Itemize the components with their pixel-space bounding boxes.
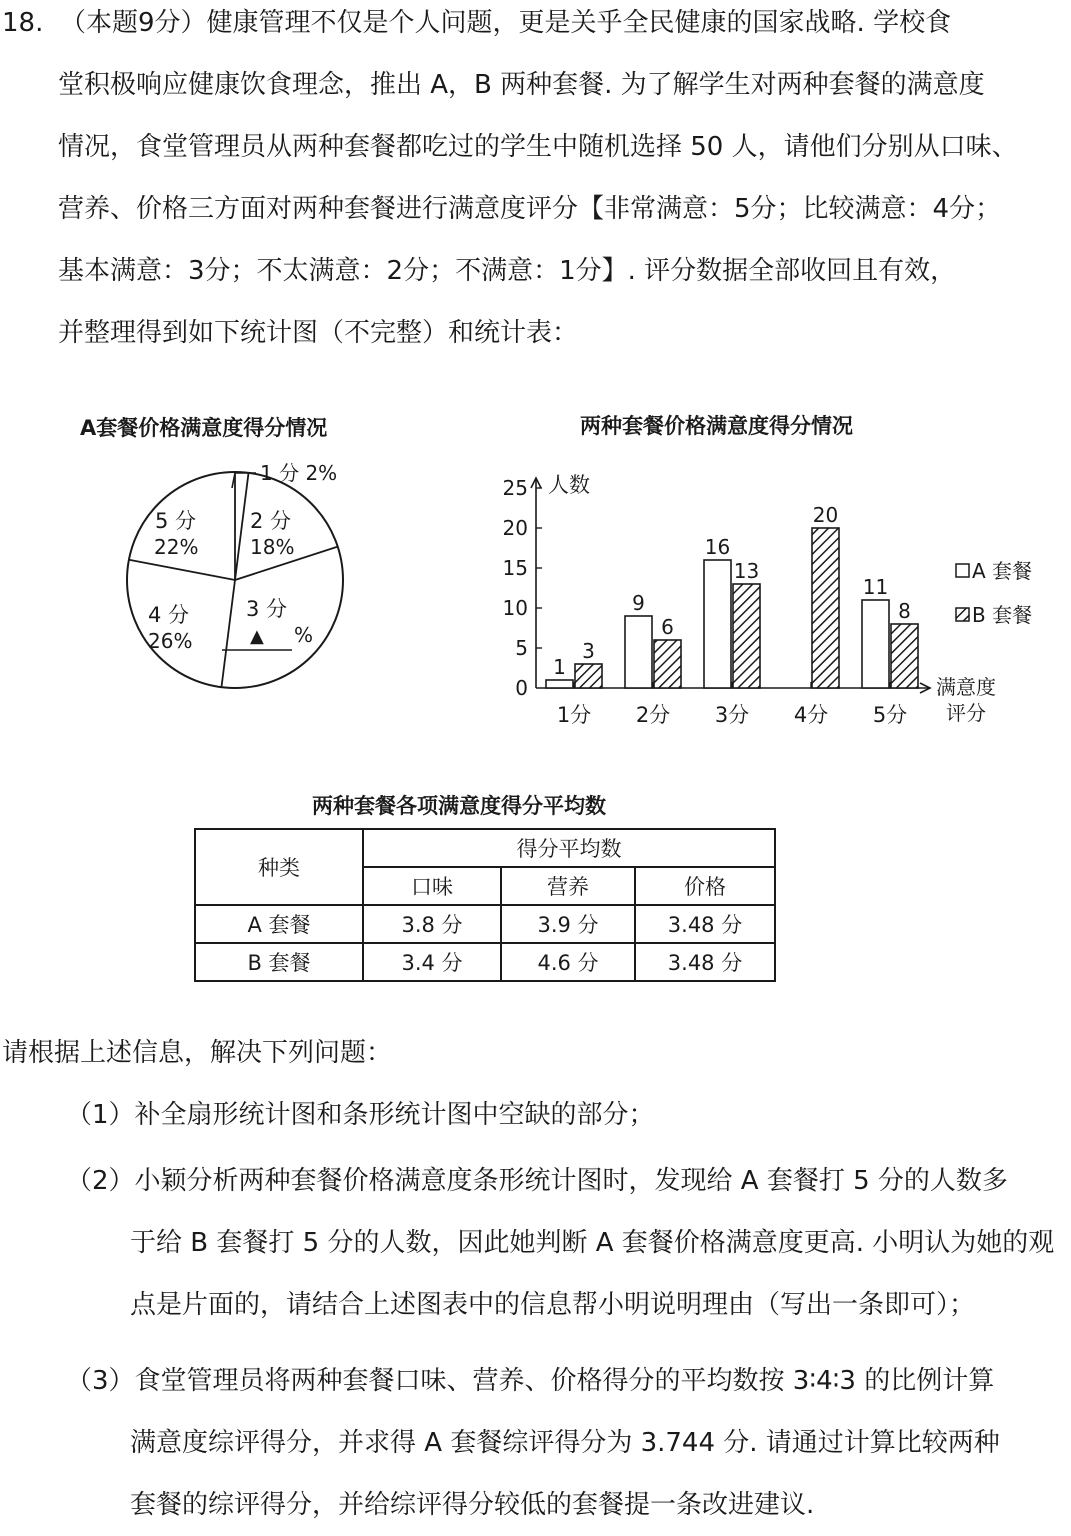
x-tick-label: 4分 — [793, 703, 829, 727]
question-1: （1）补全扇形统计图和条形统计图中空缺的部分； — [66, 1100, 655, 1130]
header-group: 得分平均数 — [363, 829, 775, 867]
y-tick-label: 5 — [515, 636, 528, 660]
question-3-line: 满意度综评得分，并求得 A 套餐综评得分为 3.744 分. 请通过计算比较两种 — [130, 1428, 1000, 1458]
pie-label-1: 1 分 2% — [260, 461, 338, 485]
bar-b-3分 — [733, 584, 760, 688]
bar-value-label: 1 — [553, 655, 566, 679]
table-header-row — [195, 829, 775, 867]
bar-b-2分 — [654, 640, 681, 688]
bar-value-label: 6 — [661, 615, 674, 639]
question-2-line: 于给 B 套餐打 5 分的人数，因此她判断 A 套餐价格满意度更高. 小明认为她的观 — [130, 1228, 1055, 1258]
legend-swatch-a — [956, 564, 969, 577]
bar-a-1分 — [546, 680, 573, 688]
pie-label-5b: 22% — [154, 535, 199, 559]
table-title: 两种套餐各项满意度得分平均数 — [312, 794, 606, 818]
problem-number: 18. — [2, 8, 44, 38]
y-tick-label: 15 — [502, 556, 528, 580]
bar-value-label: 13 — [733, 559, 760, 583]
x-tick-label: 2分 — [635, 703, 671, 727]
legend-label-a: A 套餐 — [972, 559, 1033, 583]
x-axis-label-line2: 评分 — [946, 701, 986, 725]
pie-label-3a: 3 分 — [246, 597, 288, 621]
legend-swatch-b — [956, 608, 969, 621]
table-cell: 4.6 分 — [501, 943, 635, 981]
y-axis-label: 人数 — [548, 473, 590, 497]
legend — [956, 559, 1032, 627]
bar-value-label: 20 — [812, 503, 839, 527]
bar-b-1分 — [575, 664, 602, 688]
problem-line: 并整理得到如下统计图（不完整）和统计表： — [58, 318, 579, 348]
question-2-line: 点是片面的，请结合上述图表中的信息帮小明说明理由（写出一条即可）； — [130, 1290, 976, 1320]
header-taste: 口味 — [363, 867, 501, 905]
score-table — [194, 828, 776, 982]
bar-a-2分 — [625, 616, 652, 688]
x-axis-label-line1: 满意度 — [936, 675, 996, 699]
header-nutrition: 营养 — [501, 867, 635, 905]
legend-label-b: B 套餐 — [972, 603, 1033, 627]
problem-line: （本题9分）健康管理不仅是个人问题，更是关乎全民健康的国家战略. 学校食 — [60, 8, 952, 38]
pie-label-2b: 18% — [250, 535, 295, 559]
y-tick-label: 0 — [515, 676, 528, 700]
y-tick-label: 25 — [502, 476, 528, 500]
pie-label-3-pct: % — [294, 623, 314, 647]
question-3 — [66, 1350, 1000, 1536]
pie-label-2a: 2 分 — [250, 509, 292, 533]
bar-chart — [480, 440, 1040, 740]
bar-value-label: 9 — [632, 591, 645, 615]
bar-marks — [546, 503, 918, 688]
row-label: A 套餐 — [195, 905, 363, 943]
table-cell: 3.48 分 — [635, 905, 775, 943]
bar-a-3分 — [704, 560, 731, 688]
table-row — [195, 905, 775, 943]
problem-line: 堂积极响应健康饮食理念，推出 A，B 两种套餐. 为了解学生对两种套餐的满意度 — [58, 70, 985, 100]
table-cell: 3.48 分 — [635, 943, 775, 981]
problem-line: 基本满意：3分；不太满意：2分；不满意：1分】. 评分数据全部收回且有效， — [58, 256, 957, 286]
x-tick-label: 5分 — [872, 703, 908, 727]
question-3-line: 套餐的综评得分，并给综评得分较低的套餐提一条改进建议. — [130, 1490, 815, 1520]
bar-value-label: 11 — [862, 575, 889, 599]
bar-chart-title: 两种套餐价格满意度得分情况 — [580, 414, 853, 438]
header-category: 种类 — [195, 829, 363, 905]
bar-a-5分 — [862, 600, 889, 688]
row-label: B 套餐 — [195, 943, 363, 981]
header-price: 价格 — [635, 867, 775, 905]
table-row — [195, 943, 775, 981]
question-2 — [66, 1150, 1054, 1336]
pie-label-5a: 5 分 — [155, 509, 197, 533]
bar-b-5分 — [891, 624, 918, 688]
problem-line: 情况，食堂管理员从两种套餐都吃过的学生中随机选择 50 人，请他们分别从口味、 — [58, 132, 1018, 162]
y-tick-label: 10 — [502, 596, 528, 620]
x-tick-label: 3分 — [714, 703, 750, 727]
questions-intro: 请根据上述信息，解决下列问题： — [2, 1038, 393, 1068]
pie-chart-title: A套餐价格满意度得分情况 — [80, 416, 328, 440]
problem-line: 营养、价格三方面对两种套餐进行满意度评分【非常满意：5分；比较满意：4分； — [58, 194, 1002, 224]
question-3-line: （3）食堂管理员将两种套餐口味、营养、价格得分的平均数按 3∶4∶3 的比例计算 — [66, 1366, 995, 1396]
table-cell: 3.9 分 — [501, 905, 635, 943]
problem-statement — [0, 0, 1060, 364]
y-tick-label: 20 — [502, 516, 528, 540]
bar-value-label: 16 — [704, 535, 731, 559]
table-cell: 3.8 分 — [363, 905, 501, 943]
x-tick-label: 1分 — [556, 703, 592, 727]
question-2-line: （2）小颖分析两种套餐价格满意度条形统计图时，发现给 A 套餐打 5 分的人数多 — [66, 1166, 1008, 1196]
bar-value-label: 8 — [898, 599, 911, 623]
pie-chart — [80, 440, 440, 740]
pie-slices — [127, 472, 343, 688]
table-cell: 3.4 分 — [363, 943, 501, 981]
bar-value-label: 3 — [582, 639, 595, 663]
pie-missing-mark: ▲ — [250, 626, 264, 647]
pie-label-4a: 4 分 — [148, 603, 190, 627]
pie-label-4b: 26% — [148, 629, 193, 653]
bar-b-4分 — [812, 528, 839, 688]
